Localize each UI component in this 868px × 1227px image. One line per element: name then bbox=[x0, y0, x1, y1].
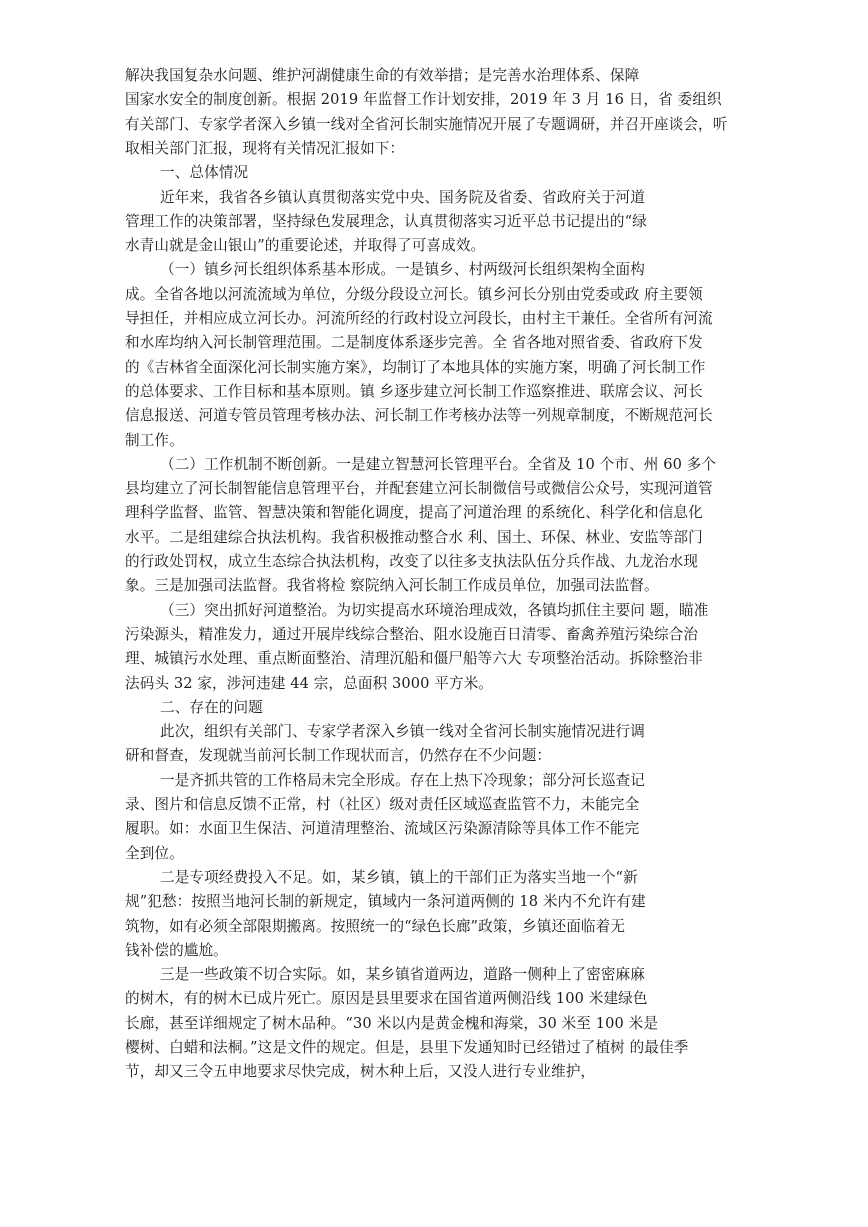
text-line: 水青山就是金山银山”的重要论述，并取得了可喜成效。 bbox=[125, 237, 486, 255]
text-line: 法码头 32 家，涉河违建 44 宗，总面积 3000 平方米。 bbox=[125, 674, 494, 692]
text-line: 全到位。 bbox=[125, 844, 184, 862]
text-line: 水平。二是组建综合执法机构。我省积极推动整合水 利、国土、环保、林业、安监等部门 bbox=[125, 528, 703, 546]
text-line: 和水库均纳入河长制管理范围。二是制度体系逐步完善。全 省各地对照省委、省政府下发 bbox=[125, 334, 703, 352]
text-line: 的《吉林省全面深化河长制实施方案》，均制订了本地具体的实施方案，明确了河长制工作 bbox=[125, 358, 706, 376]
text-line: 研和督查，发现就当前河长制工作现状而言，仍然存在不少问题： bbox=[125, 747, 552, 765]
text-line: 导担任，并相应成立河长办。河流所经的行政村设立河段长，由村主干兼任。全省所有河流 bbox=[125, 310, 713, 327]
text-line: 此次，组织有关部门、专家学者深入乡镇一线对全省河长制实施情况进行调 bbox=[160, 723, 645, 741]
text-line: 规”犯愁：按照当地河长制的新规定，镇域内一条河道两侧的 18 米内不允许有建 bbox=[125, 893, 646, 911]
text-line: 的总体要求、工作目标和基本原则。镇 乡逐步建立河长制工作巡察推进、联席会议、河长 bbox=[125, 382, 703, 400]
text-line: （二）工作机制不断创新。一是建立智慧河长管理平台。全省及 10 个市、州 60 多个 bbox=[160, 455, 717, 473]
text-line: 长廊，甚至详细规定了树木品种。“30 米以内是黄金槐和海棠，30 米至 100 米是 bbox=[125, 1014, 659, 1032]
text-line: 一、总体情况 bbox=[160, 164, 249, 182]
text-line: 理科学监督、监管、智慧决策和智能化调度，提高了河道治理 的系统化、科学化和信息化 bbox=[125, 504, 703, 522]
text-line: 录、图片和信息反馈不正常，村（社区）级对责任区域巡查监管不力，未能完全 bbox=[125, 796, 640, 813]
text-line: 有关部门、专家学者深入乡镇一线对全省河长制实施情况开展了专题调研，并召开座谈会，听 bbox=[125, 115, 728, 133]
text-line: 取相关部门汇报，现将有关情况汇报如下： bbox=[125, 139, 405, 157]
text-line: 节，却又三令五申地要求尽快完成，树木种上后，又没人进行专业维护， bbox=[125, 1063, 596, 1081]
text-line: （三）突出抓好河道整治。为切实提高水环境治理成效，各镇均抓住主要问 题，瞄准 bbox=[160, 601, 709, 619]
text-line: 象。三是加强司法监督。我省将检 察院纳入河长制工作成员单位，加强司法监督。 bbox=[125, 577, 659, 595]
text-line: 二是专项经费投入不足。如，某乡镇，镇上的干部们正为落实当地一个“新 bbox=[160, 868, 638, 886]
text-line: 三是一些政策不切合实际。如，某乡镇省道两边，道路一侧种上了密密麻麻 bbox=[160, 966, 645, 984]
text-line: 履职。如：水面卫生保洁、河道清理整治、流域区污染源清除等具体工作不能完 bbox=[125, 820, 640, 838]
text-line: 解决我国复杂水问题、维护河湖健康生命的有效举措；是完善水治理体系、保障 bbox=[125, 67, 640, 84]
text-line: 成。全省各地以河流流域为单位，分级分段设立河长。镇乡河长分别由党委或政 府主要领 bbox=[125, 285, 703, 303]
text-line: 一是齐抓共管的工作格局未完全形成。存在上热下冷现象；部分河长巡查记 bbox=[160, 771, 645, 789]
text-line: 信息报送、河道专管员管理考核办法、河长制工作考核办法等一列规章制度，不断规范河长 bbox=[125, 407, 713, 425]
text-line: 近年来，我省各乡镇认真贯彻落实党中央、国务院及省委、省政府关于河道 bbox=[160, 188, 645, 206]
text-line: 制工作。 bbox=[125, 431, 184, 449]
text-line: 管理工作的决策部署，坚持绿色发展理念，认真贯彻落实习近平总书记提出的“绿 bbox=[125, 212, 647, 230]
text-line: 的树木，有的树木已成片死亡。原因是县里要求在国省道两侧沿线 100 米建绿色 bbox=[125, 990, 648, 1008]
text-line: 樱树、白蜡和法桐。”这是文件的规定。但是，县里下发通知时已经错过了植树 的最佳季 bbox=[125, 1039, 689, 1056]
text-line: （一）镇乡河长组织体系基本形成。一是镇乡、村两级河长组织架构全面构 bbox=[160, 261, 645, 279]
text-line: 钱补偿的尴尬。 bbox=[125, 941, 228, 959]
text-line: 理、城镇污水处理、重点断面整治、清理沉船和僵尸船等六大 专项整治活动。拆除整治非 bbox=[125, 650, 703, 668]
text-line: 污染源头，精准发力，通过开展岸线综合整治、阻水设施百日清零、畜禽养殖污染综合治 bbox=[125, 625, 699, 643]
text-line: 二、存在的问题 bbox=[160, 698, 263, 716]
text-line: 筑物，如有必须全部限期搬离。按照统一的“绿色长廊”政策，乡镇还面临着无 bbox=[125, 917, 626, 935]
text-line: 国家水安全的制度创新。根据 2019 年监督工作计划安排，2019 年 3 月 16 日，省 委组织 bbox=[125, 91, 722, 109]
text-line: 县均建立了河长制智能信息管理平台，并配套建立河长制微信号或微信公众号，实现河道管 bbox=[125, 480, 713, 498]
text-line: 的行政处罚权，成立生态综合执法机构，改变了以往多支执法队伍分兵作战、九龙治水现 bbox=[125, 553, 699, 570]
